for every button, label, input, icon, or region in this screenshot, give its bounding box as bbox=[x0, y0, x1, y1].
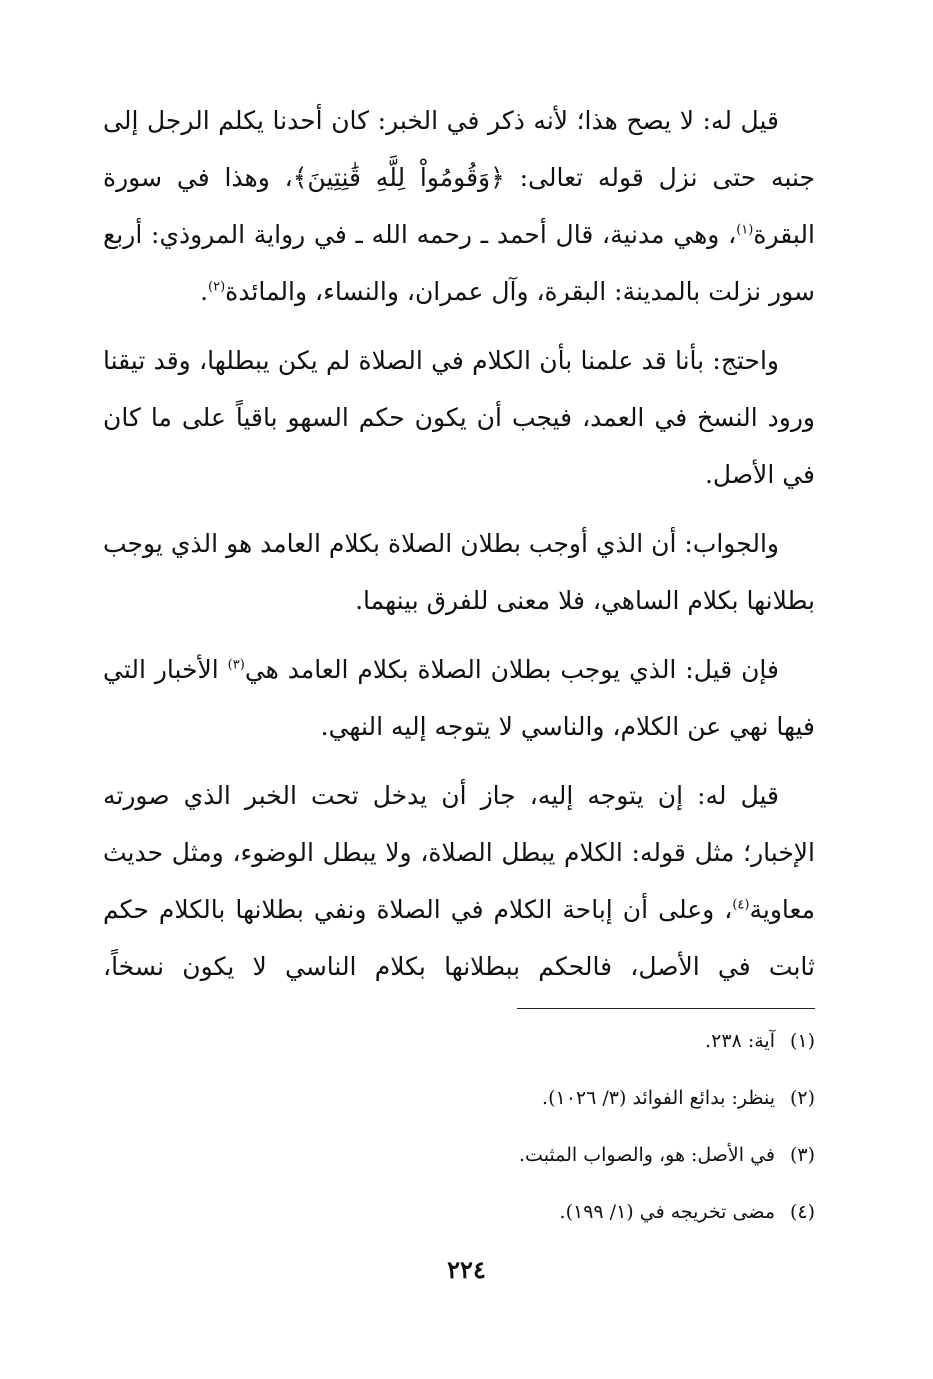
footnote-text: مضى تخريجه في (١/ ١٩٩). bbox=[559, 1201, 775, 1223]
text-segment: . bbox=[200, 277, 209, 306]
paragraph bbox=[103, 92, 815, 320]
page-number: ٢٢٤ bbox=[447, 1255, 486, 1284]
footnote bbox=[395, 1197, 815, 1227]
text-segment: قيل له: إن يتوجه إليه، جاز أن يدخل تحت الخبر الذي صورته الإخبار؛ مثل قوله: الكلام يبطل الصلاة، ولا يبطل الوضوء، ومثل حديث معاوية bbox=[103, 781, 815, 924]
quran-verse: ﴿وَقُومُواْ لِلَّهِ قَٰنِتِينَ﴾ bbox=[292, 163, 505, 192]
footnote bbox=[395, 1140, 815, 1170]
footnote-text: في الأصل: هو، والصواب المثبت. bbox=[519, 1144, 775, 1166]
paragraph bbox=[103, 515, 815, 629]
text-segment: ، وهي مدنية، قال أحمد ـ رحمه الله ـ في رواية المروذي: أربع سور نزلت بالمدينة: البقرة، وآل عمران، والنساء، والمائدة bbox=[103, 220, 815, 306]
text-segment: فإن قيل: الذي يوجب بطلان الصلاة بكلام العامد هي bbox=[244, 655, 779, 684]
footnotes-list bbox=[395, 1026, 815, 1254]
footnote bbox=[395, 1026, 815, 1056]
footnote-marker: (٢) bbox=[208, 279, 226, 295]
footnote-divider bbox=[517, 1008, 815, 1009]
paragraph bbox=[103, 332, 815, 503]
main-text bbox=[103, 92, 815, 1007]
paragraph bbox=[103, 641, 815, 755]
footnote-number: (٣) bbox=[789, 1144, 815, 1166]
footnote-marker: (٤) bbox=[732, 897, 750, 913]
text-segment: واحتج: بأنا قد علمنا بأن الكلام في الصلاة لم يكن يبطلها، وقد تيقنا ورود النسخ في العمد، فيجب أن يكون حكم السهو باقياً على ما كان في الأصل. bbox=[103, 346, 815, 489]
text-segment: الأخبار التي فيها نهي عن الكلام، والناسي لا يتوجه إليه النهي. bbox=[103, 655, 815, 741]
footnote-number: (٤) bbox=[789, 1201, 815, 1223]
footnote-number: (٢) bbox=[789, 1087, 815, 1109]
footnote-number: (١) bbox=[789, 1030, 815, 1052]
footnote-marker: (٣) bbox=[227, 657, 245, 673]
paragraph bbox=[103, 767, 815, 995]
footnote-marker: (١) bbox=[736, 222, 754, 238]
footnote-text: آية: ٢٣٨. bbox=[705, 1030, 775, 1052]
text-segment: قيل له: لا يصح هذا؛ لأنه ذكر في الخبر: كان أحدنا يكلم الرجل إلى جنبه حتى نزل قوله تعالى: bbox=[103, 106, 815, 192]
text-segment: ، وعلى أن إباحة الكلام في الصلاة ونفي بطلانها بالكلام حكم ثابت في الأصل، فالحكم ببطلانها بكلام الناسي لا يكون نسخاً، bbox=[103, 895, 815, 981]
footnote bbox=[395, 1083, 815, 1113]
text-segment: ، وهذا في سورة البقرة bbox=[103, 163, 815, 249]
text-segment: والجواب: أن الذي أوجب بطلان الصلاة بكلام العامد هو الذي يوجب بطلانها بكلام الساهي، فلا معنى للفرق بينهما. bbox=[103, 529, 815, 615]
footnote-text: ينظر: بدائع الفوائد (٣/ ١٠٢٦). bbox=[542, 1087, 775, 1109]
